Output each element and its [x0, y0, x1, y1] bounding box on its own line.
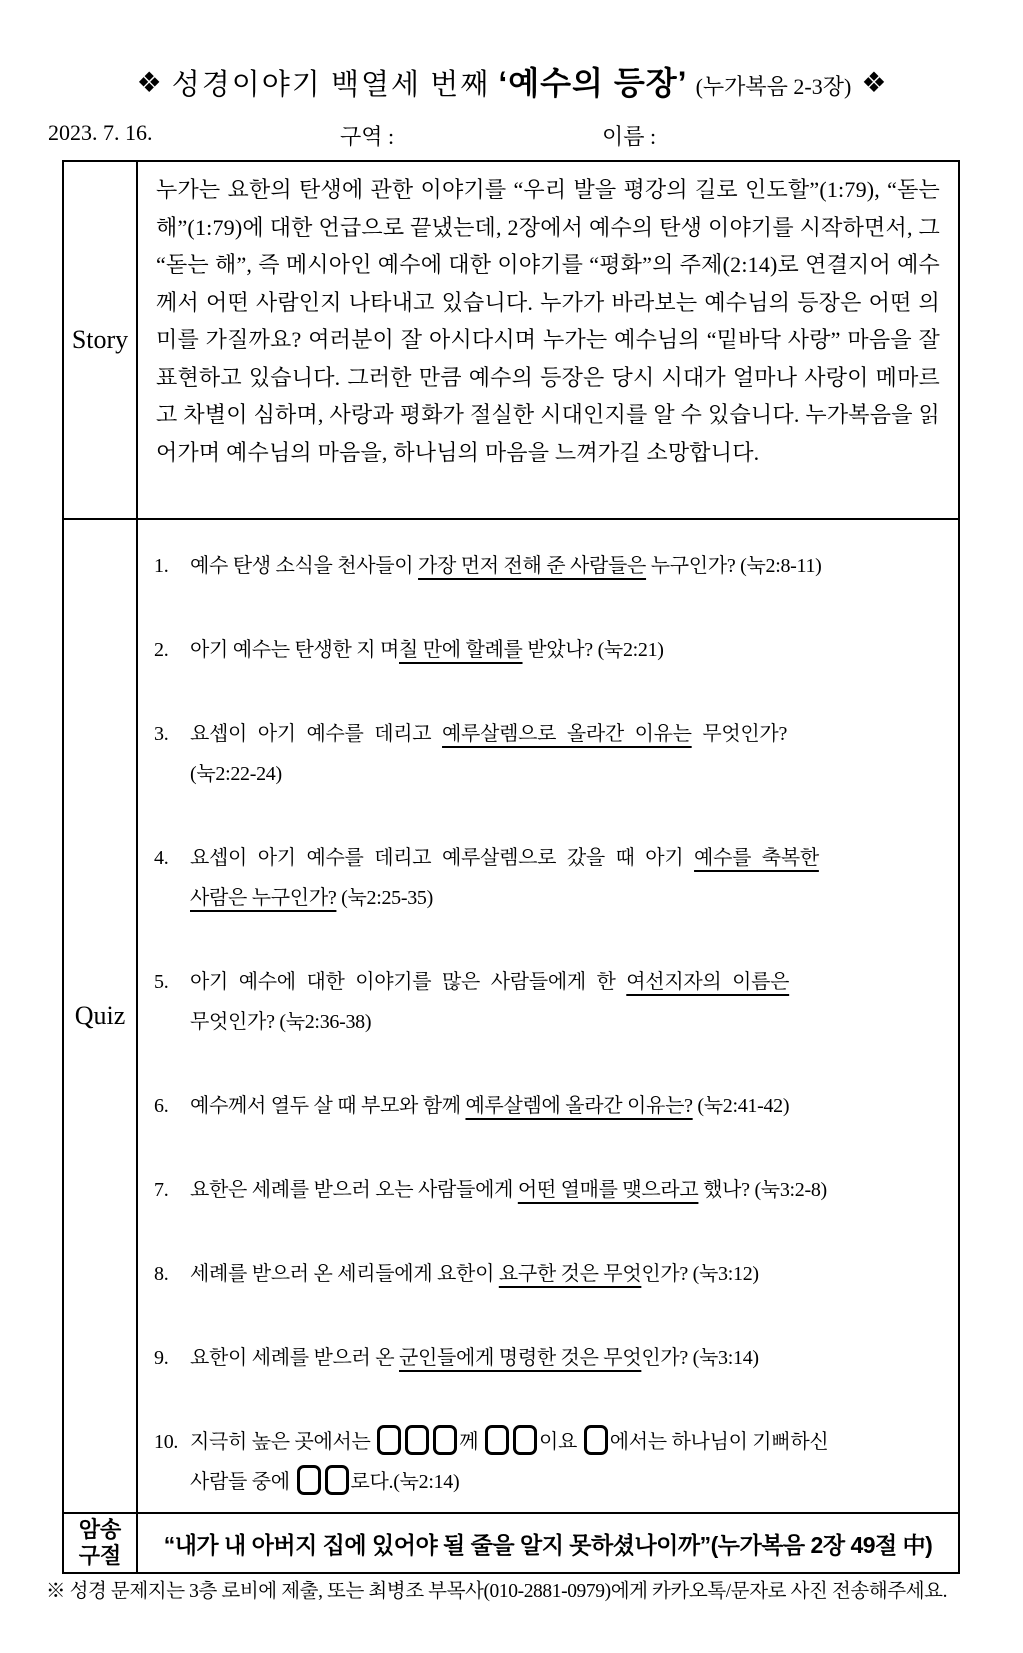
- story-content-cell: [138, 162, 958, 518]
- quiz-item-number: 5.: [154, 971, 169, 993]
- quiz-item: [154, 1170, 946, 1210]
- quiz-item: [154, 1338, 946, 1378]
- quiz-row: [64, 518, 958, 1512]
- title-prefix: 성경이야기 백열세 번째: [171, 69, 491, 101]
- quiz-item-text: 세례를 받으러 온 세리들에게 요한이 요구한 것은 무엇인가? (눅3:12): [190, 1263, 759, 1285]
- underlined-text: 예루살렘에 올라간 이유는?: [465, 1095, 693, 1117]
- underlined-text: 가장 먼저 전해 준 사람들은: [418, 555, 647, 577]
- underlined-text: 사람은 누구인가?: [190, 887, 337, 909]
- quiz-item: [154, 1254, 946, 1294]
- underlined-text: 칠 만에 할례를: [399, 639, 523, 661]
- submission-note: ※ 성경 문제지는 3층 로비에 제출, 또는 최병조 부목사(010-2881-0979)에게 카카오톡/문자로 사진 전송해주세요.: [46, 1581, 948, 1602]
- underlined-text: 예수를 축복한: [694, 847, 819, 869]
- quiz-item-number: 8.: [154, 1263, 169, 1285]
- answer-blank-box: [325, 1465, 349, 1495]
- story-label-cell: [64, 162, 138, 518]
- verse-label-cell: [64, 1514, 138, 1572]
- verse-content-cell: [138, 1514, 958, 1572]
- quiz-item: [154, 1086, 946, 1126]
- title-scripture-ref: (누가복음 2-3장): [695, 74, 852, 99]
- answer-blank-box: [433, 1425, 457, 1455]
- info-row: [48, 120, 978, 151]
- quiz-item-number: 6.: [154, 1095, 169, 1117]
- quiz-item-text: 요한은 세례를 받으러 오는 사람들에게 어떤 열매를 맺으라고 했나? (눅3:2-8): [190, 1179, 827, 1201]
- story-label: Story: [71, 325, 129, 354]
- underlined-text: 군인들에게 명령한 것은 무엇: [399, 1347, 642, 1369]
- district-field-label: 구역 :: [340, 124, 395, 149]
- story-row: [64, 162, 958, 518]
- quiz-item: [154, 962, 946, 1042]
- underlined-text: 여선지자의 이름은: [626, 971, 790, 993]
- verse-label-line1: 암송: [78, 1517, 122, 1542]
- verse-label-line2: 구절: [78, 1543, 122, 1568]
- quiz-item-text: 요한이 세례를 받으러 온 군인들에게 명령한 것은 무엇인가? (눅3:14): [190, 1347, 759, 1369]
- quiz-items: [138, 520, 958, 1512]
- answer-blank-box: [377, 1425, 401, 1455]
- underlined-text: 예루살렘으로 올라간 이유는: [442, 723, 692, 745]
- quiz-item-text: 요셉이 아기 예수를 데리고 예루살렘으로 올라간 이유는 무엇인가? (눅2:22-24): [190, 723, 788, 785]
- quiz-item-text: 아기 예수는 탄생한 지 며칠 만에 할례를 받았나? (눅2:21): [190, 639, 664, 661]
- quiz-item-text: 아기 예수에 대한 이야기를 많은 사람들에게 한 여선지자의 이름은 무엇인가? (눅2:36-38): [190, 971, 790, 1033]
- quiz-item: [154, 714, 946, 794]
- date-text: 2023. 7. 16.: [48, 120, 153, 145]
- quiz-item-number: 7.: [154, 1179, 169, 1201]
- answer-blank-box: [297, 1465, 321, 1495]
- page-title: [0, 58, 1023, 104]
- underlined-text: 요구한 것은 무엇: [498, 1263, 642, 1285]
- underlined-text: 어떤 열매를 맺으라고: [517, 1179, 699, 1201]
- quiz-item: [154, 630, 946, 670]
- quiz-item: [154, 838, 946, 918]
- story-text: 누가는 요한의 탄생에 관한 이야기를 “우리 발을 평강의 길로 인도할”(1:79), “돋는 해”(1:79)에 대한 언급으로 끝냈는데, 2장에서 예수의 탄생 이야기를 시작하면서, 그 “돋는 해”, 즉 메시아인 예수에 대한 이야기를 “평화”의 주제(2:14)로 연결지어 예수께서 어떤 사람인지 나타내고 있습니다. 누가가 바라보는 예수님의 등장은 어떤 의미를 가질까요? 여러분이 잘 아시다시며 누가는 예수님의 “밑바닥 사랑” 마음을 잘 표현하고 있습니다. 그러한 만큼 예수의 등장은 당시 시대가 얼마나 사랑이 메마르고 차별이 심하며, 사랑과 평화가 절실한 시대인지를 알 수 있습니다. 누가복음을 읽어가며 예수님의 마음을, 하나님의 마음을 느껴가길 소망합니다.: [156, 177, 940, 465]
- answer-blank-box: [485, 1425, 509, 1455]
- name-field-label: 이름 :: [602, 124, 657, 149]
- quiz-item: [154, 546, 946, 586]
- verse-row: [64, 1512, 958, 1572]
- quiz-label: Quiz: [74, 1001, 126, 1030]
- diamond-icon: ❖: [861, 68, 887, 99]
- answer-blank-box: [513, 1425, 537, 1455]
- quiz-item-text: 예수 탄생 소식을 천사들이 가장 먼저 전해 준 사람들은 누구인가? (눅2:8-11): [190, 555, 822, 577]
- quiz-item-number: 4.: [154, 847, 169, 869]
- quiz-item-number: 2.: [154, 639, 169, 661]
- quiz-label-cell: [64, 520, 138, 1512]
- answer-blank-box: [584, 1425, 608, 1455]
- quiz-item: [154, 1422, 946, 1502]
- memory-verse-text: “내가 내 아버지 집에 있어야 될 줄을 알지 못하셨나이까”(누가복음 2장 49절 中): [163, 1531, 933, 1558]
- quiz-item-number: 9.: [154, 1347, 169, 1369]
- quiz-item-number: 1.: [154, 555, 169, 577]
- quiz-item-number: 3.: [154, 723, 169, 745]
- quiz-item-text: 요셉이 아기 예수를 데리고 예루살렘으로 갔을 때 아기 예수를 축복한 사람은 누구인가? (눅2:25-35): [190, 847, 819, 909]
- quiz-item-number: 10.: [154, 1431, 179, 1453]
- title-main: ‘예수의 등장’: [498, 65, 688, 101]
- answer-blank-box: [405, 1425, 429, 1455]
- quiz-item-text: 지극히 높은 곳에서는 께 이요 에서는 하나님이 기뻐하신 사람들 중에 로다.(눅2:14): [190, 1422, 946, 1502]
- diamond-icon: ❖: [136, 68, 162, 99]
- quiz-item-text: 예수께서 열두 살 때 부모와 함께 예루살렘에 올라간 이유는? (눅2:41-42): [190, 1095, 790, 1117]
- worksheet-table: [62, 160, 960, 1574]
